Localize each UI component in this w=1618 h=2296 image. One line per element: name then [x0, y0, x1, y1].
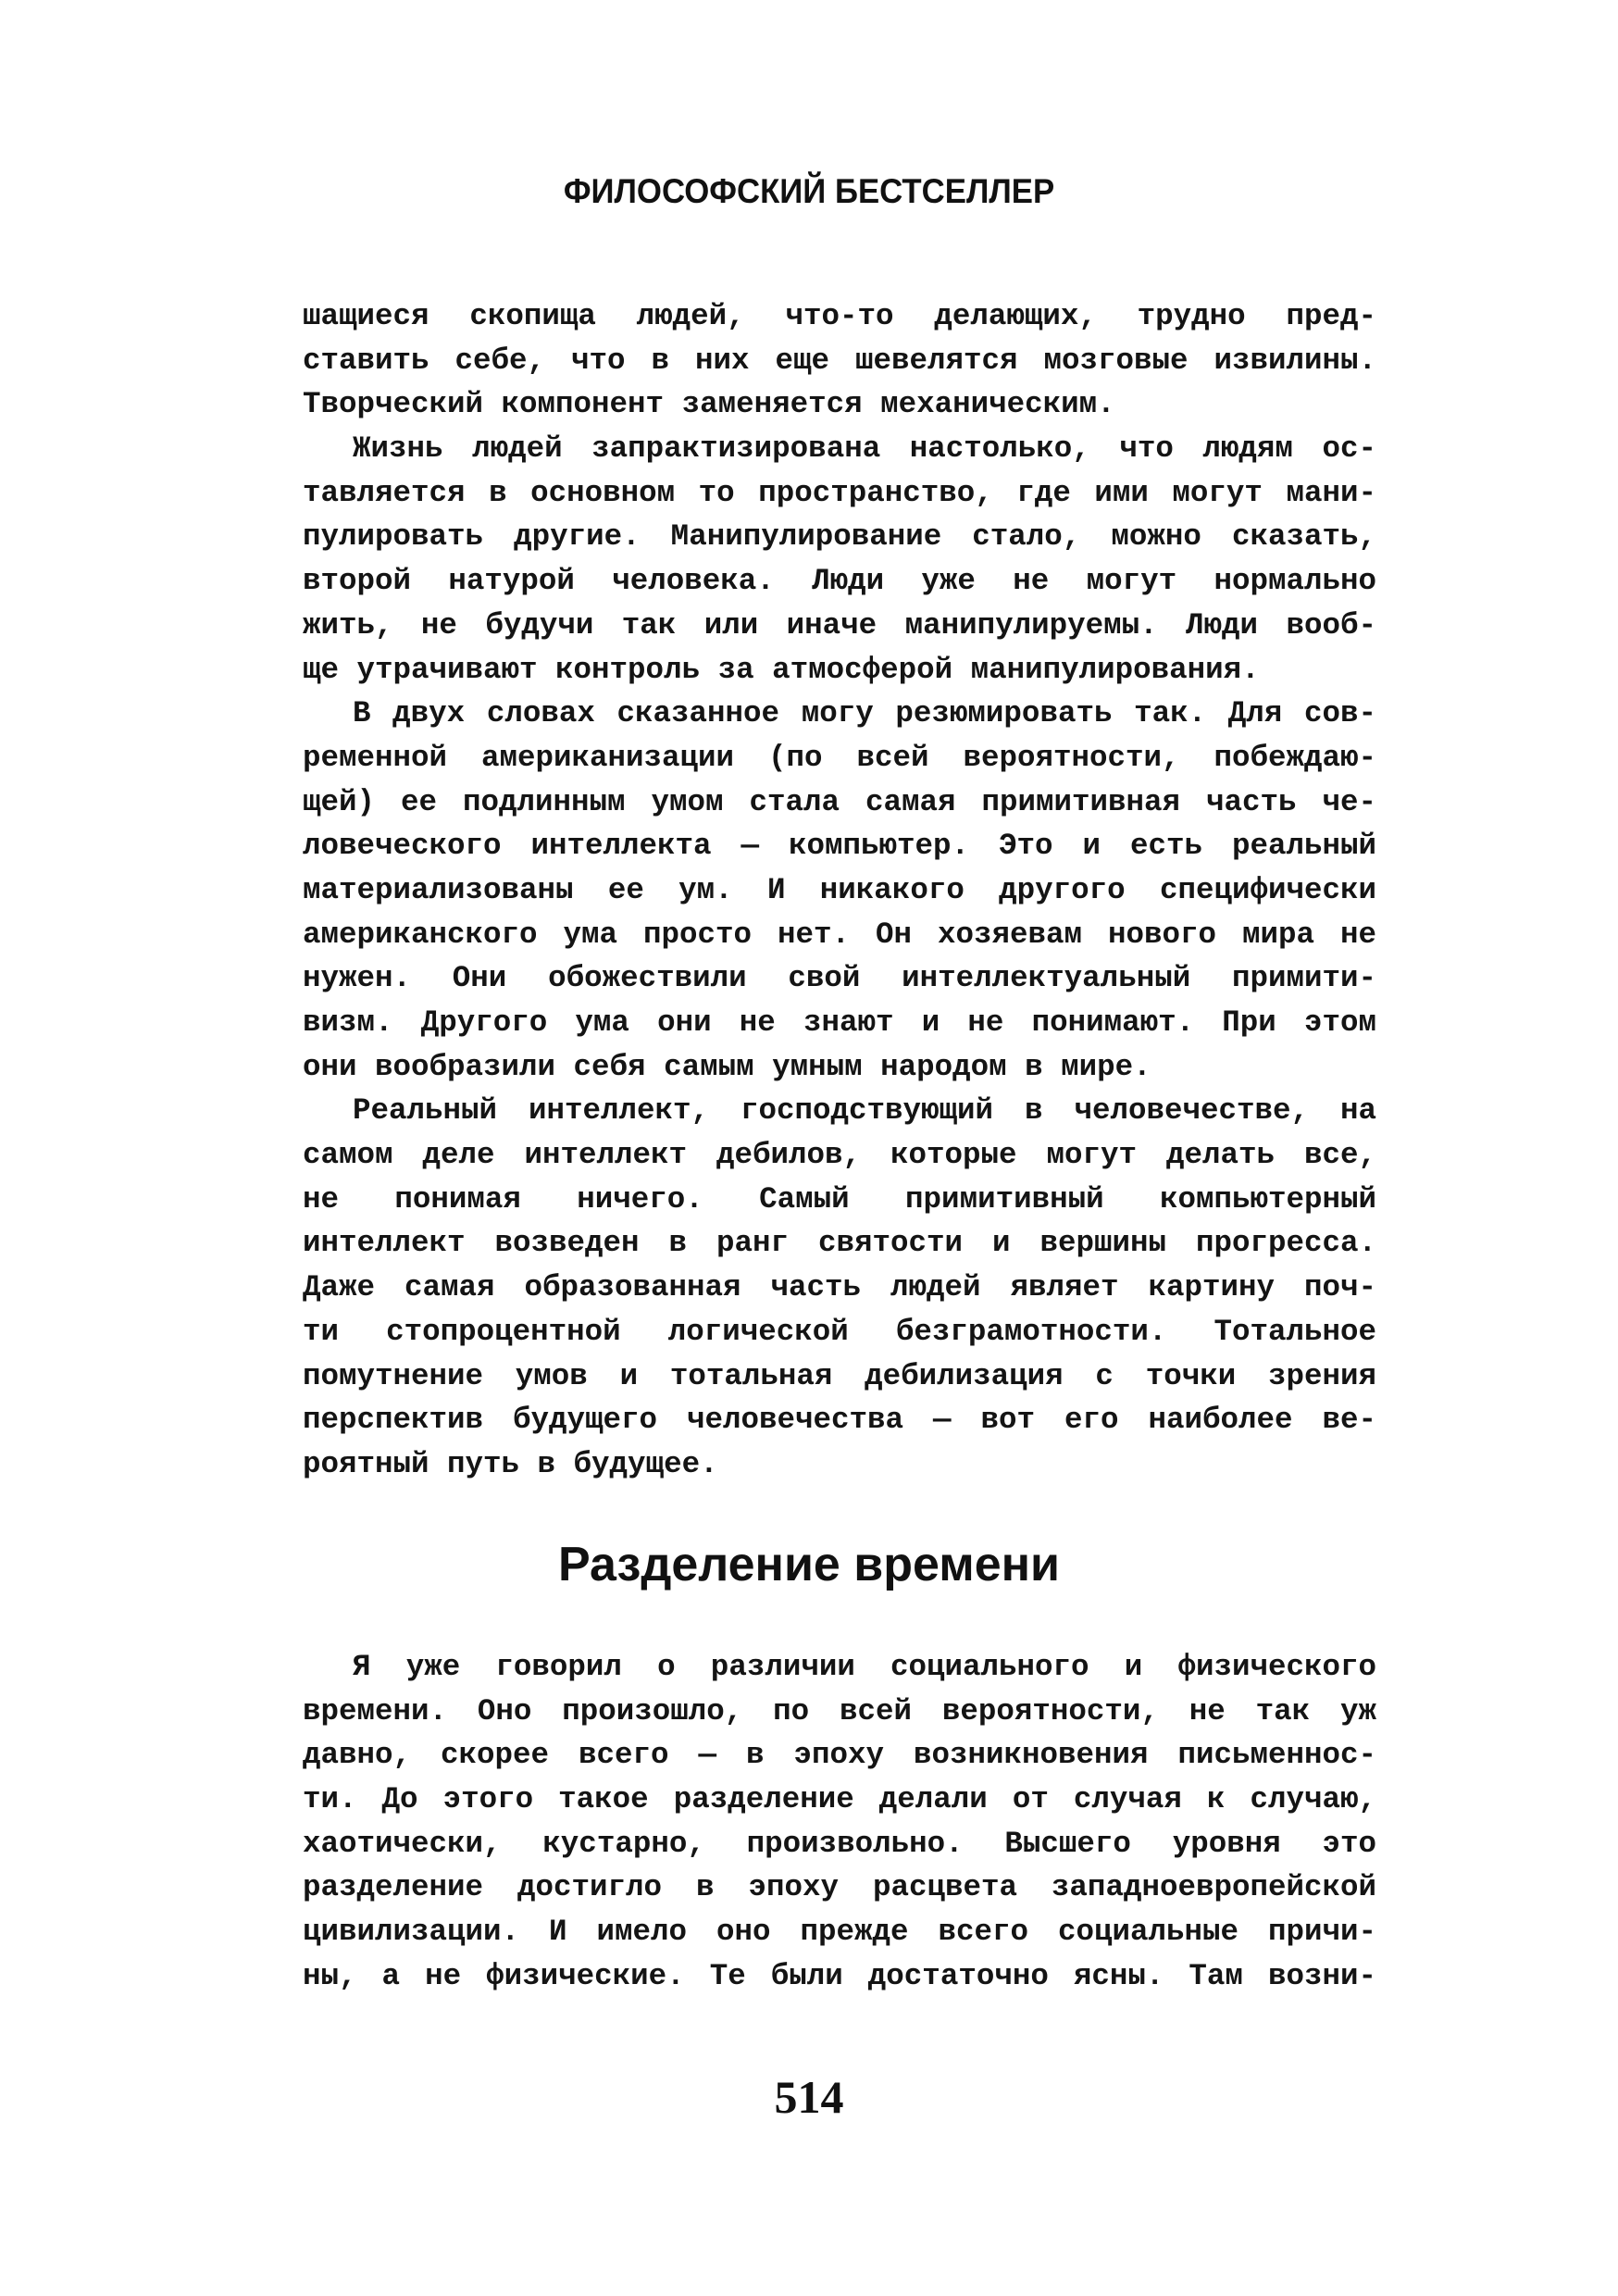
text-line: ловеческого интеллекта — компьютер. Это и есть реальный	[303, 829, 1376, 864]
text-line: роятный путь в будущее.	[303, 1446, 718, 1481]
text-line: В двух словах сказанное могу резюмировать так. Для сов-	[353, 696, 1376, 731]
text-line: цивилизации. И имело оно прежде всего социальные причи-	[303, 1915, 1376, 1950]
text-line: второй натурой человека. Люди уже не могут нормально	[303, 564, 1376, 599]
text-line: ще утрачивают контроль за атмосферой манипулирования.	[303, 652, 1260, 687]
text-line: ременной американизации (по всей вероятности, побеждаю-	[303, 740, 1376, 775]
text-line: самом деле интеллект дебилов, которые могут делать все,	[303, 1138, 1376, 1173]
running-head: ФИЛОСОФСКИЙ БЕСТСЕЛЛЕР	[563, 172, 1055, 210]
text-line: Жизнь людей запрактизирована настолько, что людям ос-	[353, 431, 1376, 467]
text-line: Реальный интеллект, господствующий в человечестве, на	[353, 1093, 1376, 1129]
text-line: разделение достигло в эпоху расцвета западноевропейской	[303, 1870, 1376, 1905]
text-line: щей) ее подлинным умом стала самая примитивная часть че-	[303, 784, 1376, 819]
text-line: визм. Другого ума они не знают и не понимают. При этом	[303, 1005, 1376, 1040]
text-line: перспектив будущего человечества — вот его наиболее ве-	[303, 1403, 1376, 1438]
text-line: шащиеся скопища людей, что-то делающих, трудно пред-	[303, 299, 1376, 333]
text-line: времени. Оно произошло, по всей вероятности, не так уж	[303, 1693, 1376, 1728]
text-line: материализованы ее ум. И никакого другого специфически	[303, 872, 1376, 907]
text-line: Я уже говорил о различии социального и физического	[353, 1650, 1376, 1684]
text-line: американского ума просто нет. Он хозяевам нового мира не	[303, 917, 1376, 952]
body-text-block-1	[303, 294, 1376, 1487]
text-line: тавляется в основном то пространство, где ими могут мани-	[303, 475, 1376, 510]
text-line: они вообразили себя самым умным народом в мире.	[303, 1049, 1151, 1084]
text-line: не понимая ничего. Самый примитивный компьютерный	[303, 1181, 1376, 1217]
page-number: 514	[774, 2071, 844, 2123]
text-line: интеллект возведен в ранг святости и вершины прогресса.	[303, 1226, 1376, 1261]
text-line: ны, а не физические. Те были достаточно ясны. Там возни-	[303, 1958, 1376, 1993]
text-line: жить, не будучи так или иначе манипулируемы. Люди вооб-	[303, 607, 1376, 643]
text-line: пулировать другие. Манипулирование стало, можно сказать,	[303, 519, 1376, 555]
text-line: ти стопроцентной логической безграмотности. Тотальное	[303, 1314, 1376, 1349]
text-line: ставить себе, что в них еще шевелятся мозговые извилины.	[303, 343, 1376, 378]
text-line: Даже самая образованная часть людей являет картину поч-	[303, 1270, 1376, 1305]
text-line: Творческий компонент заменяется механическим.	[303, 387, 1115, 422]
text-line: нужен. Они обожествили свой интеллектуальный примити-	[303, 961, 1376, 996]
text-line: давно, скорее всего — в эпоху возникновения письменнос-	[303, 1738, 1376, 1773]
text-line: ти. До этого такое разделение делали от случая к случаю,	[303, 1782, 1376, 1817]
text-line: помутнение умов и тотальная дебилизация с точки зрения	[303, 1358, 1376, 1393]
section-heading: Разделение времени	[557, 1538, 1061, 1591]
body-text-block-2	[303, 1645, 1376, 1999]
text-line: хаотически, кустарно, произвольно. Высшего уровня это	[303, 1826, 1376, 1861]
